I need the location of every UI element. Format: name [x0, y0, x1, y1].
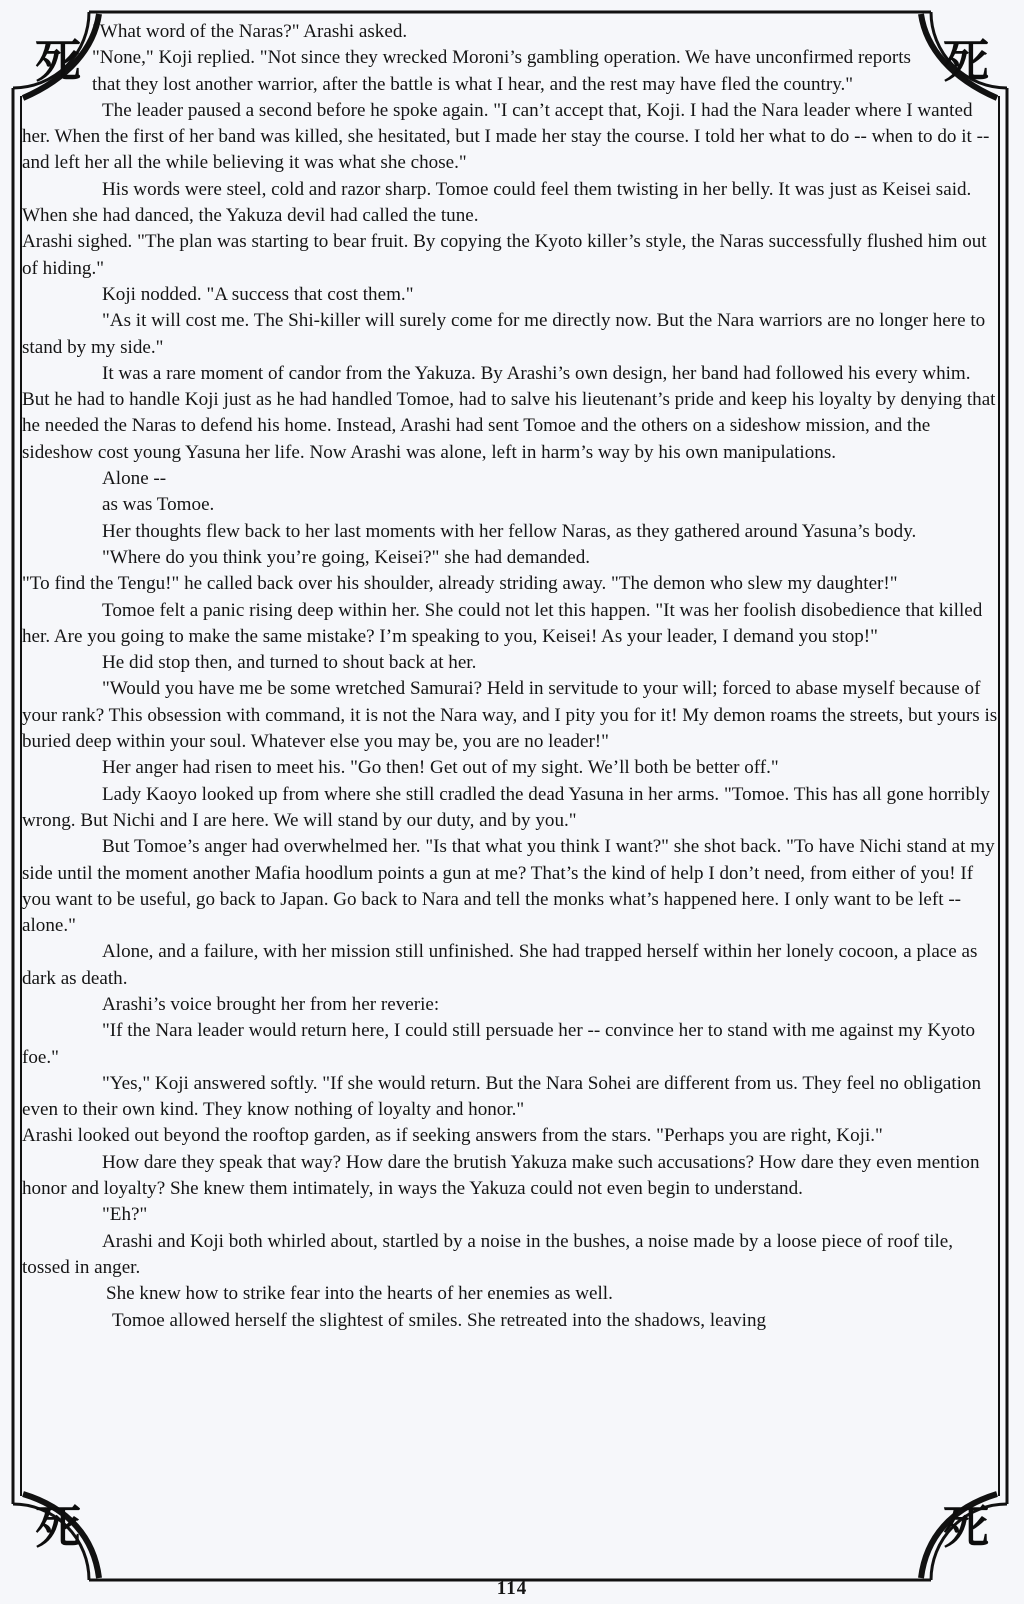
paragraph: His words were steel, cold and razor sharp. Tomoe could feel them twisting in her belly. It was just as Keisei said. When she had danced, the Yakuza devil had called the tune. [22, 178, 972, 227]
paragraph: "To find the Tengu!" he called back over his shoulder, already striding away. "The demon who slew my daughter!" [22, 573, 898, 595]
paragraph: He did stop then, and turned to shout back at her. [102, 652, 477, 674]
paragraph: "Where do you think you’re going, Keisei?" she had demanded. [102, 546, 591, 568]
paragraph: "As it will cost me. The Shi-killer will surely come for me directly now. But the Nara warriors are no longer here to stand by my side." [22, 310, 986, 358]
page-number: 114 [496, 1578, 528, 1599]
paragraph: Arashi sighed. "The plan was starting to bear fruit. By copying the Kyoto killer’s style, the Naras successfully flushed him out of hiding." [22, 231, 987, 279]
paragraph: "What word of the Naras?" Arashi asked. [92, 21, 408, 42]
paragraph: as was Tomoe. [102, 494, 215, 516]
paragraph: Her thoughts flew back to her last moments with her fellow Naras, as they gathered around Yasuna’s body. [102, 520, 917, 542]
paragraph: Arashi looked out beyond the rooftop garden, as if seeking answers from the stars. "Perhaps you are right, Koji." [22, 1125, 883, 1147]
paragraph: "None," Koji replied. "Not since they wrecked Moroni’s gambling operation. We have unconfirmed reports that they lost another warrior, after the battle is what I hear, and the rest may have fled the country." [92, 47, 911, 95]
paragraph: "Would you have me be some wretched Samurai? Held in servitude to your will; forced to abase myself because of your rank? This obsession with command, it is not the Nara way, and I pity you for it! My demon roams the streets, but yours is buried deep within your soul. Whatever else you may be, you are no leader!" [22, 678, 998, 753]
shi-kanji-icon: 死 [35, 1500, 81, 1554]
paragraph: Koji nodded. "A success that cost them." [102, 283, 414, 305]
shi-kanji-icon: 死 [943, 1500, 989, 1554]
paragraph: Tomoe allowed herself the slightest of smiles. She retreated into the shadows, leaving [112, 1309, 767, 1331]
paragraph: The leader paused a second before he spoke again. "I can’t accept that, Koji. I had the Nara leader where I wanted her. When the first of her band was killed, she hesitated, but I made her stay the course. I told her what to do -- when to do it -- and left her all the while believing it was what she chose." [22, 99, 990, 174]
story-text [22, 19, 1000, 1334]
paragraph: How dare they speak that way? How dare the brutish Yakuza make such accusations? How dare they even mention honor and loyalty? She knew them intimately, in ways the Yakuza could not even begin to understand. [22, 1151, 980, 1200]
paragraph: Tomoe felt a panic rising deep within her. She could not let this happen. "It was her foolish disobedience that killed her. Are you going to make the same mistake? I’m speaking to you, Keisei! As your leader, I demand you stop!" [22, 599, 983, 647]
paragraph: Alone -- [102, 468, 167, 490]
paragraph: Arashi’s voice brought her from her reverie: [102, 993, 440, 1015]
paragraph: "If the Nara leader would return here, I could still persuade her -- convince her to stand with me against my Kyoto foe." [22, 1020, 976, 1068]
paragraph: Arashi and Koji both whirled about, startled by a noise in the bushes, a noise made by a loose piece of roof tile, tossed in anger. [22, 1230, 954, 1278]
paragraph: "Yes," Koji answered softly. "If she would return. But the Nara Sohei are different from us. They feel no obligation even to their own kind. They know nothing of loyalty and honor." [22, 1072, 982, 1121]
paragraph: "Eh?" [102, 1204, 148, 1226]
paragraph: Alone, and a failure, with her mission still unfinished. She had trapped herself within her lonely cocoon, a place as dark as death. [22, 941, 978, 989]
paragraph: She knew how to strike fear into the hearts of her enemies as well. [106, 1283, 613, 1305]
paragraph: Lady Kaoyo looked up from where she still cradled the dead Yasuna in her arms. "Tomoe. This has all gone horribly wrong. But Nichi and I are here. We will stand by our duty, and by you." [22, 783, 990, 831]
paragraph: But Tomoe’s anger had overwhelmed her. "Is that what you think I want?" she shot back. "To have Nichi stand at my side until the moment another Mafia hoodlum points a gun at me? That’s the kind of help I don’t need, from either of you! If you want to be useful, go back to Japan. Go back to Nara and tell the monks what’s happened here. I only want to be left -- alone." [22, 836, 995, 937]
paragraph: It was a rare moment of candor from the Yakuza. By Arashi’s own design, her band had followed his every whim. But he had to handle Koji just as he had handled Tomoe, had to salve his lieutenant’s pride and keep his loyalty by denying that he needed the Naras to defend his home. Instead, Arashi had sent Tomoe and the others on a sideshow mission, and the sideshow cost young Yasuna her life. Now Arashi was alone, left in harm’s way by his own manipulations. [22, 362, 996, 463]
shi-kanji-icon: 死 [943, 34, 989, 88]
shi-kanji-icon: 死 [35, 34, 81, 88]
paragraph: Her anger had risen to meet his. "Go then! Get out of my sight. We’ll both be better off." [102, 757, 779, 779]
